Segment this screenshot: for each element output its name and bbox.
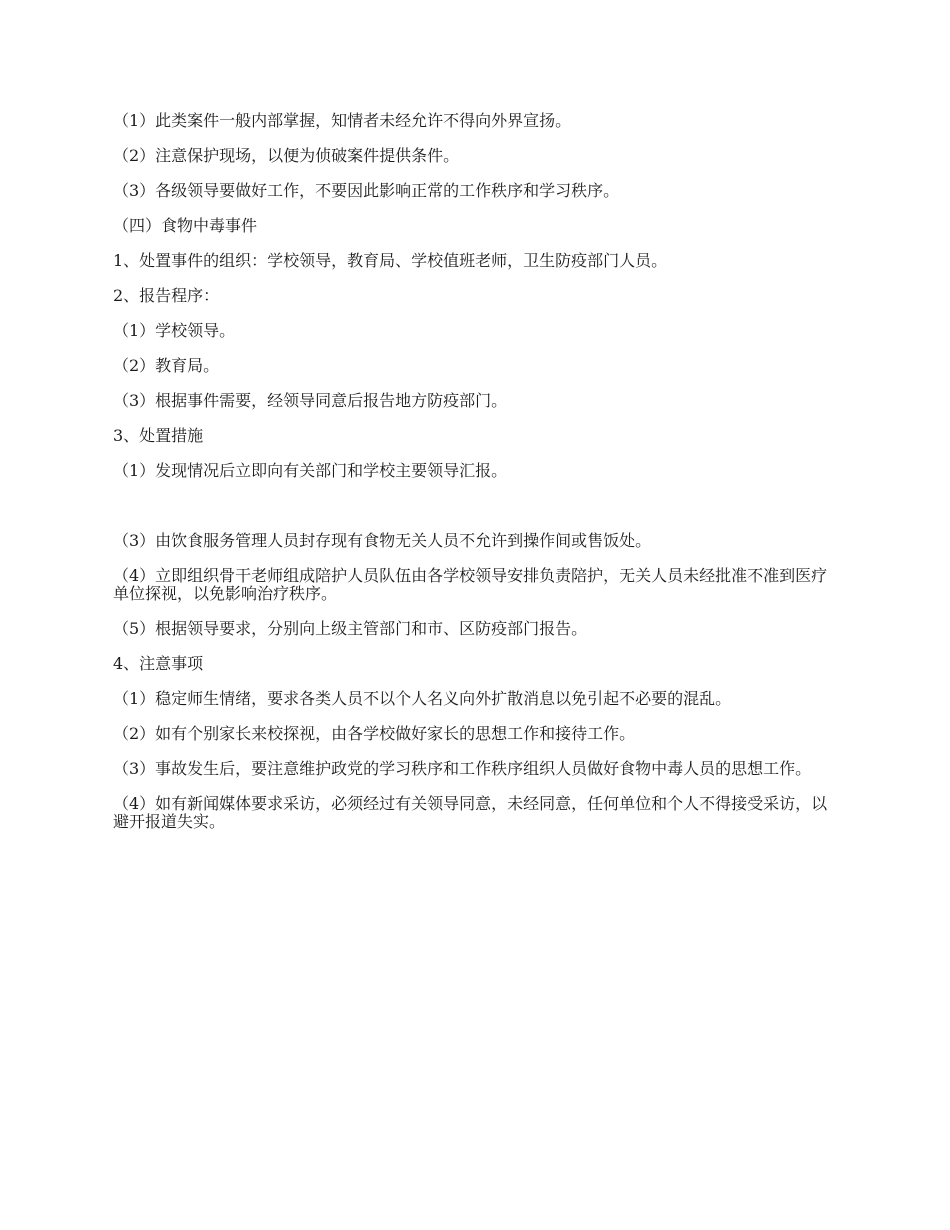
- paragraph: （3）各级领导要做好工作，不要因此影响正常的工作秩序和学习秩序。: [113, 181, 620, 200]
- paragraph: （1）此类案件一般内部掌握，知情者未经允许不得向外界宣扬。: [113, 111, 572, 130]
- paragraph: 4、注意事项: [113, 654, 204, 673]
- paragraph: （3）由饮食服务管理人员封存现有食物无关人员不允许到操作间或售饭处。: [113, 531, 652, 550]
- paragraph: 2、报告程序：: [113, 286, 220, 305]
- paragraph: （1）发现情况后立即向有关部门和学校主要领导汇报。: [113, 461, 508, 480]
- paragraph: （3）事故发生后，要注意维护政党的学习秩序和工作秩序组织人员做好食物中毒人员的思想工作。: [113, 759, 812, 778]
- paragraph: （4）如有新闻媒体要求采访，必须经过有关领导同意，未经同意，任何单位和个人不得接受采访，以避开报道失实。: [113, 794, 828, 831]
- paragraph: （1）稳定师生情绪，要求各类人员不以个人名义向外扩散消息以免引起不必要的混乱。: [113, 689, 732, 708]
- paragraph: （3）根据事件需要，经领导同意后报告地方防疫部门。: [113, 391, 508, 410]
- paragraph: 3、处置措施: [113, 426, 204, 445]
- paragraph: （1）学校领导。: [113, 321, 236, 340]
- section-heading: （四）食物中毒事件: [113, 216, 258, 235]
- paragraph: （2）如有个别家长来校探视，由各学校做好家长的思想工作和接待工作。: [113, 724, 636, 743]
- paragraph: （5）根据领导要求，分别向上级主管部门和市、区防疫部门报告。: [113, 619, 588, 638]
- document-page: [113, 112, 835, 831]
- blank-paragraph: [113, 497, 835, 515]
- paragraph: （2）教育局。: [113, 356, 220, 375]
- paragraph: （4）立即组织骨干老师组成陪护人员队伍由各学校领导安排负责陪护，无关人员未经批准不准到医疗单位探视，以免影响治疗秩序。: [113, 566, 828, 603]
- paragraph: （2）注意保护现场，以便为侦破案件提供条件。: [113, 146, 460, 165]
- paragraph: 1、处置事件的组织：学校领导，教育局、学校值班老师，卫生防疫部门人员。: [113, 251, 668, 270]
